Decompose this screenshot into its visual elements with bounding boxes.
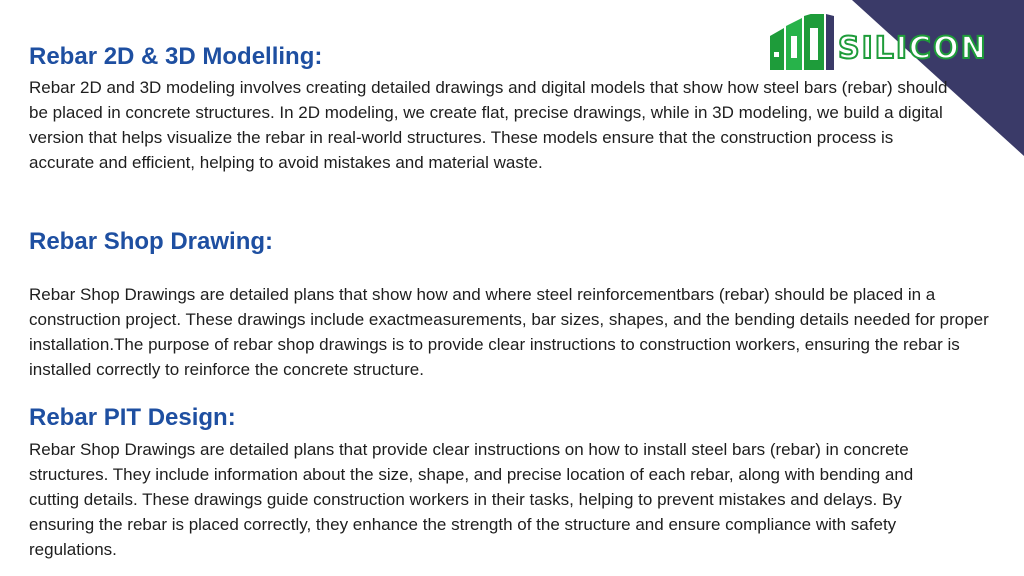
- section-body: Rebar 2D and 3D modeling involves creating detailed drawings and digital models that show how steel bars (rebar) should be placed in concrete structures. In 2D modeling, we create flat, precise drawings, while in 3D modeling, we build a digital version that helps visualize the rebar in real-world structures. These models ensure that the construction process is accurate and efficient, helping to avoid mistakes and material waste.: [29, 78, 948, 172]
- section-heading: Rebar Shop Drawing:: [29, 228, 274, 255]
- section-shop-drawing: [29, 227, 1009, 382]
- logo-wordmark: SILICON: [838, 31, 988, 66]
- section-heading: Rebar PIT Design:: [29, 404, 236, 431]
- section-pit-design: [29, 403, 919, 562]
- section-heading: Rebar 2D & 3D Modelling:: [29, 43, 323, 70]
- section-body: Rebar Shop Drawings are detailed plans that show how and where steel reinforcementbars (rebar) should be placed in a construction project. These drawings include exactmeasurements, bar sizes, shapes, and the bending details needed for proper installation.The purpose of rebar shop drawings is to provide clear instructions to construction workers, ensuring the rebar is installed correctly to reinforce the concrete structure.: [29, 285, 989, 379]
- section-2d-3d-modelling: [29, 42, 959, 175]
- section-body: Rebar Shop Drawings are detailed plans that provide clear instructions on how to install steel bars (rebar) in concrete structures. They include information about the size, shape, and precise location of each rebar, along with bending and cutting details. These drawings guide construction workers in their tasks, helping to prevent mistakes and delays. By ensuring the rebar is placed correctly, they enhance the strength of the structure and ensure compliance with safety regulations.: [29, 440, 914, 559]
